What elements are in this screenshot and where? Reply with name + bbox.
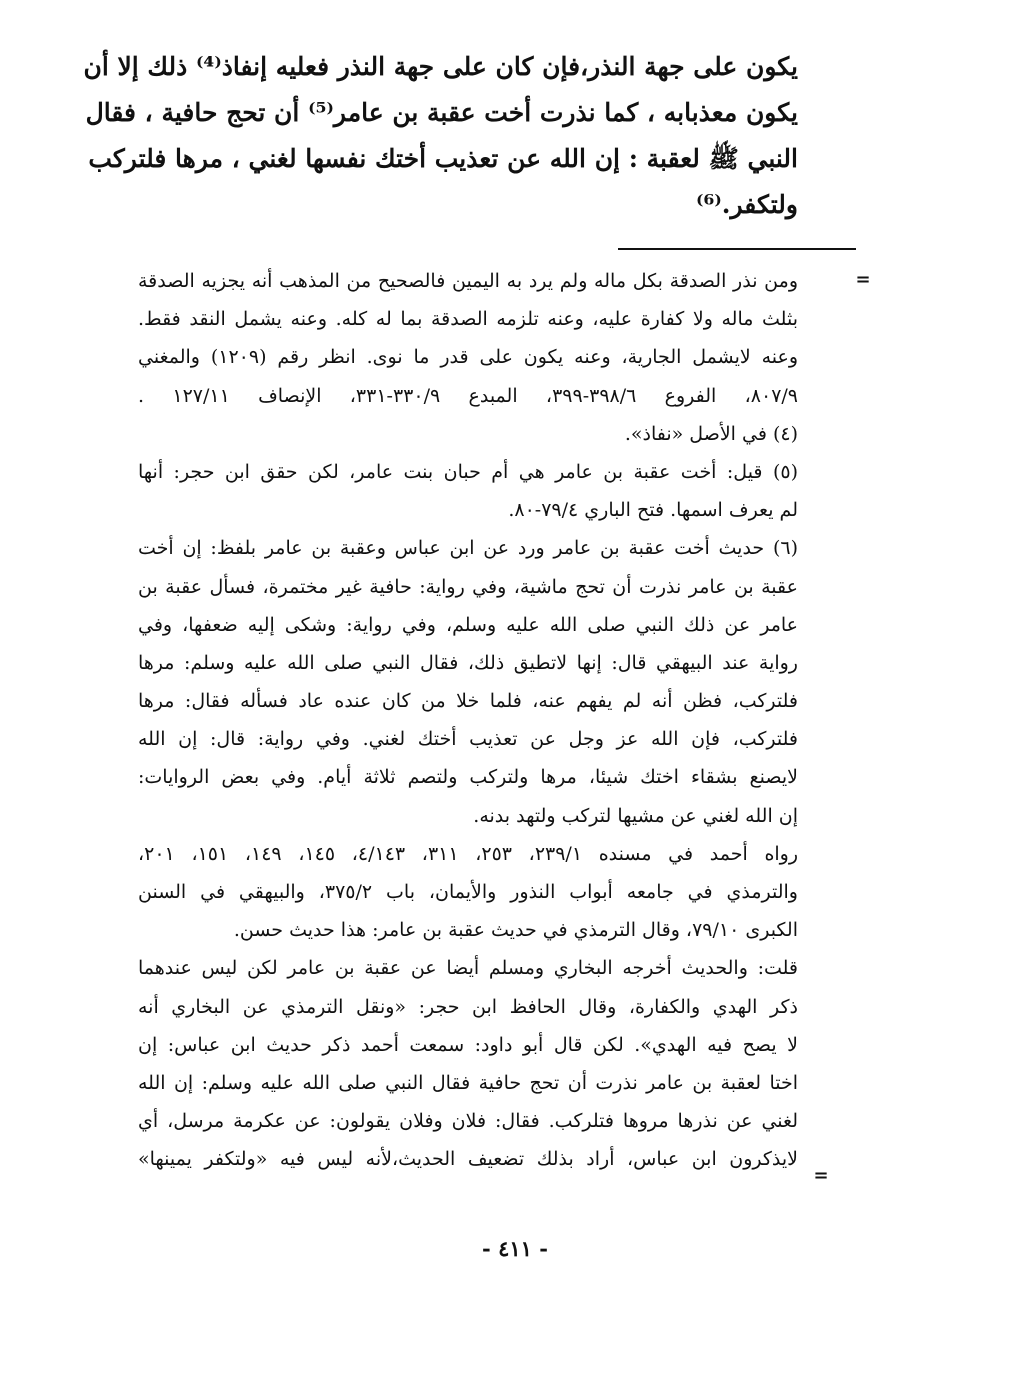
footnote-line: وعنه لايشمل الجارية، وعنه يكون على قدر ما نوى. انظر رقم (١٢٠٩) والمغني: [138, 346, 798, 369]
footnote-line: لم يعرف اسمها. فتح الباري ٧٩/٤-٨٠.: [508, 499, 798, 522]
footnote-line: عامر عن ذلك النبي صلى الله عليه وسلم، وفي رواية: وشكى إليه ضعفها، وفي: [138, 613, 798, 636]
continued-marker: =: [813, 1165, 829, 1186]
footnote-line: لايصنع بشقاء اختك شيئا، مرها ولتركب ولتصم ثلاثة أيام. وفي بعض الروايات:: [138, 766, 798, 789]
footnote-line: رواه أحمد في مسنده ٢٣٩/١، ٢٥٣، ٣١١، ٤/١٤٣، ١٤٥، ١٤٩، ١٥١، ٢٠١،: [138, 842, 799, 865]
footnote-5: (٥) قيل: أخت عقبة بن عامر هي أم حبان بنت عامر، لكن حقق ابن حجر: أنها: [138, 460, 798, 483]
footnote-line: اختا لعقبة بن عامر نذرت أن تحج حافية فقال النبي صلى الله عليه وسلم: إن الله: [138, 1071, 798, 1094]
footnote-line: ذكر الهدي والكفارة، وقال الحافظ ابن حجر: «ونقل الترمذي عن البخاري أنه: [138, 995, 798, 1018]
footnote-line: بثلث ماله ولا كفارة عليه، وعنه تلزمه الصدقة بما له كله. وعنه يشمل النقد فقط.: [138, 308, 798, 331]
footnote-line: والترمذي في جامعه أبواب النذور والأيمان، باب ٣٧٥/٢، والبيهقي في السنن: [138, 881, 798, 903]
main-text-line: يكون معذبابه ، كما نذرت أخت عقبة بن عامر⁽⁵⁾ أن تحج حافية ، فقال: [85, 98, 798, 127]
footnote-line: لايذكرون ابن عباس، أراد بذلك تضعيف الحديث،لأنه ليس فيه «ولتكفر يمينها»: [138, 1148, 798, 1171]
main-text-line: يكون على جهة النذر،فإن كان على جهة النذر فعليه إنفاذ⁽⁴⁾ ذلك إلا أن: [83, 52, 798, 81]
footnote-6: (٦) حديث أخت عقبة بن عامر ورد عن ابن عباس وعقبة بن عامر بلفظ: إن أخت: [138, 537, 798, 560]
main-text-line: النبي ﷺ لعقبة : إن الله عن تعذيب أختك نفسها لغني ، مرها فلتركب: [88, 144, 798, 173]
page-number: - ٤١١ -: [482, 1236, 548, 1261]
footnotes: [138, 262, 798, 1179]
main-text: [83, 44, 798, 228]
footnote-line: فلتركب، فإن الله عز وجل عن تعذيب أختك لغني. وفي رواية: قال: إن الله: [138, 728, 798, 751]
footnote-line: لغني عن نذرها مروها فتلركب. فقال: فلان وفلان يقولون: عن عكرمة مرسل، أي: [138, 1110, 798, 1133]
footnote-line: ٨٠٧/٩، الفروع ٣٩٨/٦-٣٩٩، المبدع ٣٣٠/٩-٣٣١، الإنصاف ١٢٧/١١ .: [138, 384, 799, 407]
footnote-line: قلت: والحديث أخرجه البخاري ومسلم أيضا عن عقبة بن عامر لكن ليس عندهما: [138, 957, 798, 980]
footnote-line: الكبرى ٧٩/١٠، وقال الترمذي في حديث عقبة بن عامر: هذا حديث حسن.: [233, 919, 798, 942]
footnote-separator: [618, 248, 856, 250]
footnote-line: إن الله لغني عن مشيها لتركب ولتهد بدنه.: [473, 804, 798, 827]
footnote-line: فلتركب، فظن أنه لم يفهم عنه، فلما خلا من كان عنده عاد فسأله فقال: مرها: [138, 690, 798, 713]
main-text-line: ولتكفر.⁽⁶⁾: [695, 190, 798, 219]
footnote-continuation-marker: =: [855, 269, 871, 290]
footnote-line: لا يصح فيه الهدي». لكن قال أبو داود: سمعت أحمد ذكر حديث ابن عباس: إن: [138, 1033, 798, 1056]
footnote-4: (٤) في الأصل «نفاذ».: [624, 422, 798, 445]
footnote-line: عقبة بن عامر نذرت أن تحج ماشية، وفي رواية: حافية غير مختمرة، فسأل عقبة بن: [138, 575, 798, 598]
footnote-line: ومن نذر الصدقة بكل ماله ولم يرد به اليمين فالصحيح من المذهب أنه يجزيه الصدقة: [138, 270, 798, 292]
footnote-line: رواية عند البيهقي قال: إنها لاتطيق ذلك، فقال النبي صلى الله عليه وسلم: مرها: [138, 651, 798, 674]
